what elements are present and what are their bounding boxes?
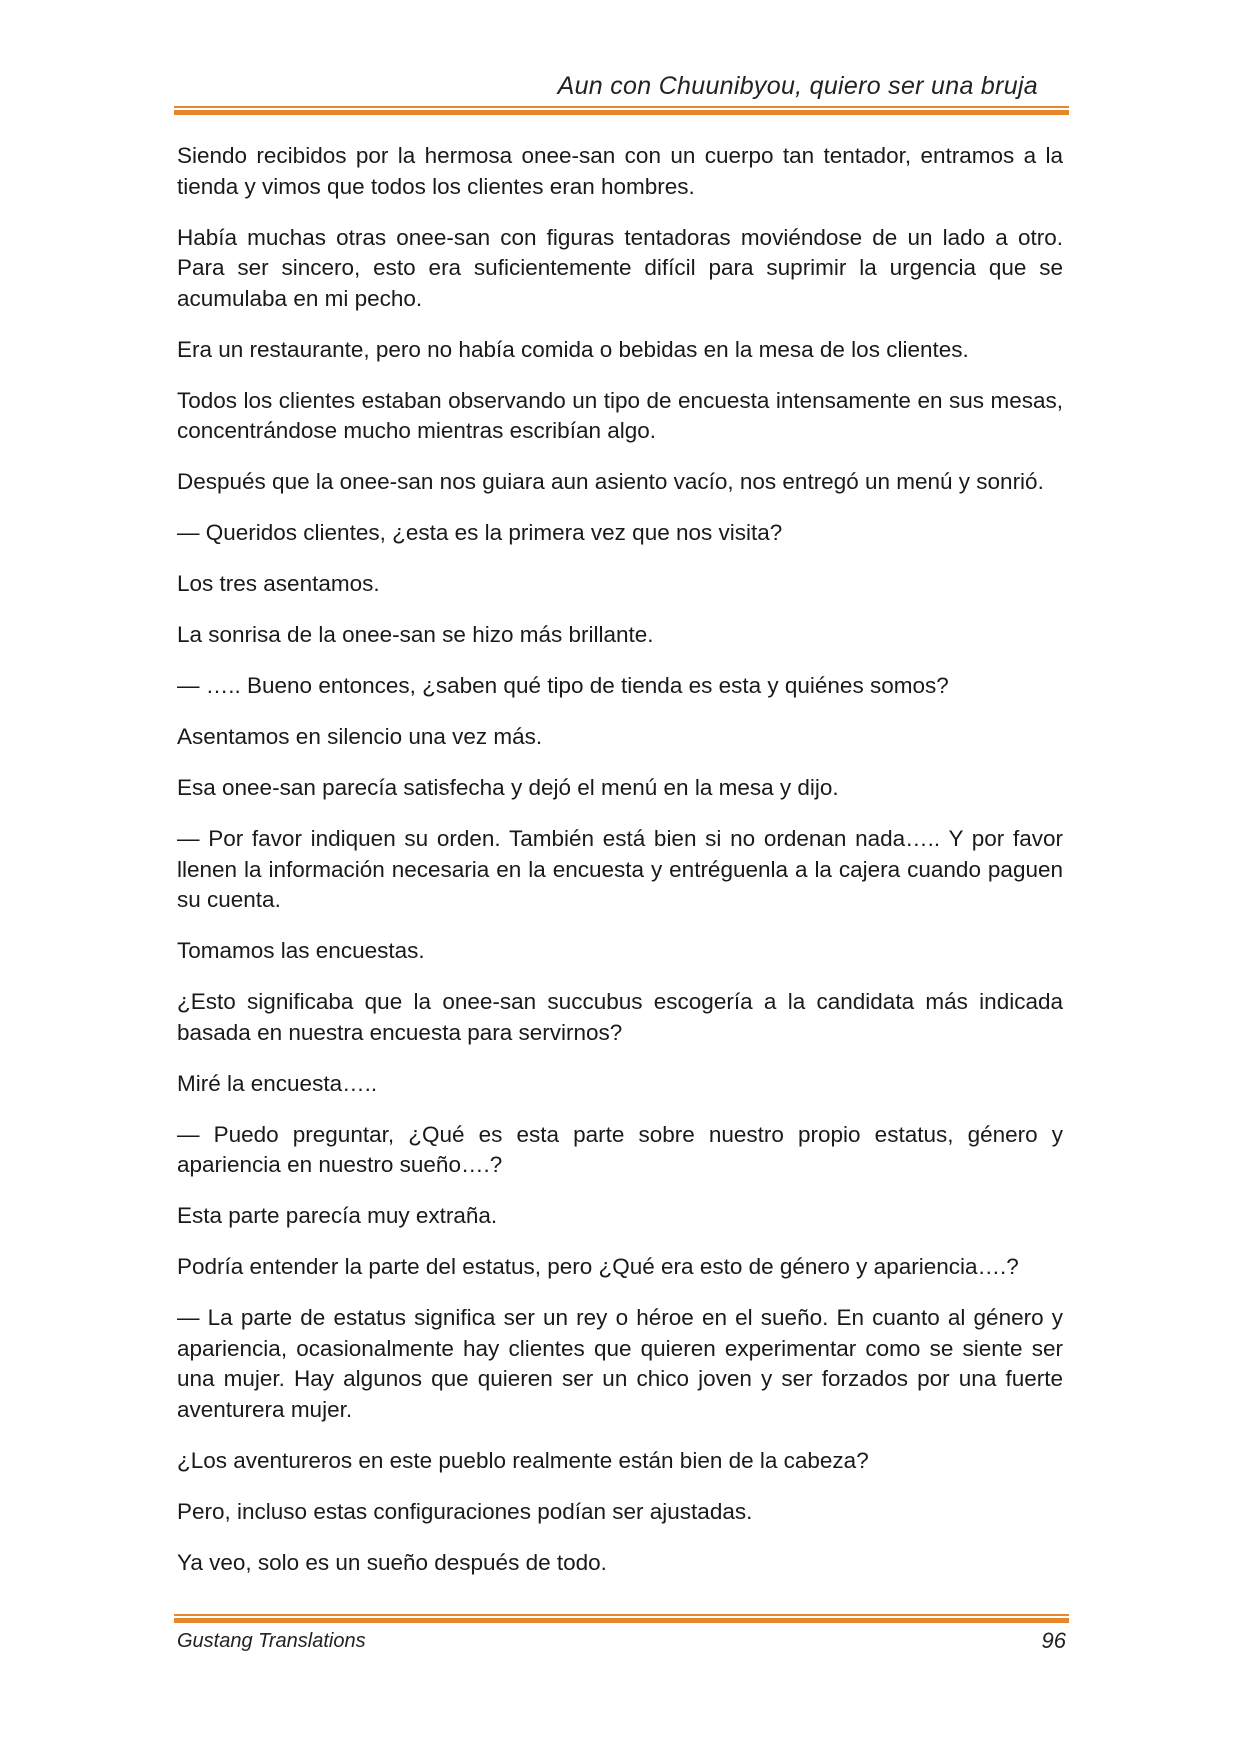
paragraph: Miré la encuesta….. (177, 1070, 378, 1096)
paragraph: La sonrisa de la onee-san se hizo más brillante. (177, 622, 654, 647)
footer-rule-thin-line (174, 1614, 1069, 1616)
running-header-title: Aun con Chuunibyou, quiero ser una bruja (557, 72, 1038, 100)
paragraph: Tomamos las encuestas. (177, 938, 425, 963)
page-number: 96 (1041, 1628, 1066, 1653)
header-rule-thick-line (174, 110, 1069, 115)
paragraph: ¿Esto significaba que la onee-san succubus escogería a la candidata más indicada basada en nuestra encuesta para servirnos? (177, 989, 1063, 1045)
paragraph: Después que la onee-san nos guiara aun asiento vacío, nos entregó un menú y sonrió. (177, 469, 1044, 494)
footer-rule-thick-line (174, 1618, 1069, 1623)
header-rule-thin-line (174, 106, 1069, 108)
paragraph: Podría entender la parte del estatus, pero ¿Qué era esto de género y apariencia….? (177, 1254, 1019, 1279)
footer-publisher: Gustang Translations (177, 1630, 366, 1652)
paragraph: Era un restaurante, pero no había comida o bebidas en la mesa de los clientes. (177, 336, 969, 362)
paragraph: Esta parte parecía muy extraña. (177, 1203, 498, 1228)
paragraph: Asentamos en silencio una vez más. (177, 724, 543, 749)
paragraph: Los tres asentamos. (177, 571, 380, 596)
header-rule (174, 106, 1069, 115)
paragraph: Pero, incluso estas configuraciones podían ser ajustadas. (177, 1498, 753, 1524)
footer-rule (174, 1614, 1069, 1623)
body-text (177, 141, 1063, 1599)
paragraph: — La parte de estatus significa ser un rey o héroe en el sueño. En cuanto al género y apariencia, ocasionalmente hay clientes que quieren experimentar como se siente ser una mujer. Hay algunos que quieren ser un chico joven y ser forzados por una fuerte aventurera mujer. (177, 1305, 1063, 1422)
paragraph: Ya veo, solo es un sueño después de todo. (177, 1549, 607, 1575)
paragraph: — Queridos clientes, ¿esta es la primera vez que nos visita? (177, 520, 783, 545)
paragraph: ¿Los aventureros en este pueblo realmente están bien de la cabeza? (177, 1447, 869, 1473)
paragraph: — Por favor indiquen su orden. También está bien si no ordenan nada….. Y por favor llenen la información necesaria en la encuesta y entréguenla a la cajera cuando paguen su cuenta. (177, 826, 1063, 912)
paragraph: Esa onee-san parecía satisfecha y dejó el menú en la mesa y dijo. (177, 775, 839, 800)
paragraph: — Puedo preguntar, ¿Qué es esta parte sobre nuestro propio estatus, género y apariencia en nuestro sueño….? (177, 1121, 1063, 1177)
paragraph: Siendo recibidos por la hermosa onee-san con un cuerpo tan tentador, entramos a la tienda y vimos que todos los clientes eran hombres. (177, 143, 1063, 199)
paragraph: Había muchas otras onee-san con figuras tentadoras moviéndose de un lado a otro. Para ser sincero, esto era suficientemente difícil para suprimir la urgencia que se acumulaba en mi pecho. (177, 224, 1063, 311)
paragraph: Todos los clientes estaban observando un tipo de encuesta intensamente en sus mesas, concentrándose mucho mientras escribían algo. (177, 387, 1063, 443)
paragraph: — ….. Bueno entonces, ¿saben qué tipo de tienda es esta y quiénes somos? (177, 673, 949, 698)
